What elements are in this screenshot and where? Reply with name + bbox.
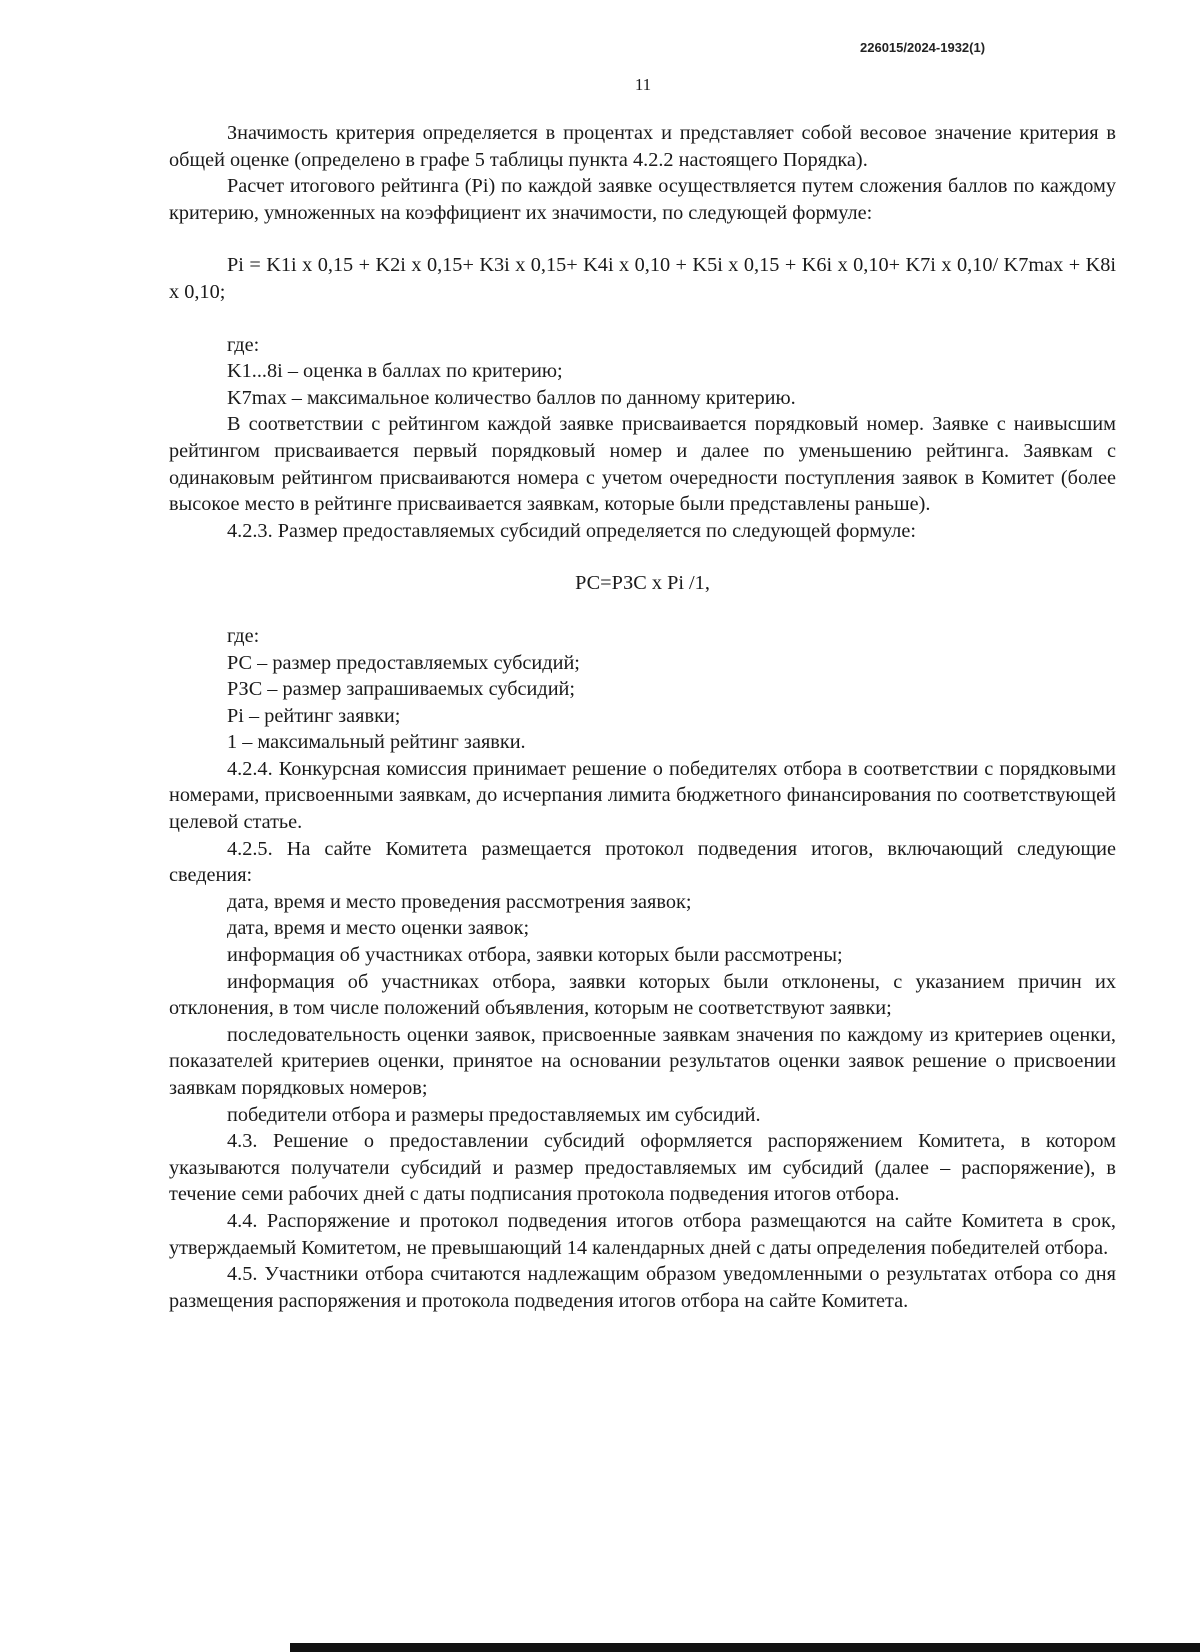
spacer bbox=[169, 597, 1116, 623]
definition-pi: Pi – рейтинг заявки; bbox=[227, 704, 401, 727]
paragraph-4-2-4: 4.2.4. Конкурсная комиссия принимает решение о победителях отбора в соответствии с порядковыми номерами, присвоенными заявкам, до исчерпания лимита бюджетного финансирования по соответствующей целевой статье. bbox=[169, 757, 1116, 834]
spacer bbox=[169, 226, 1116, 252]
spacer bbox=[169, 544, 1116, 570]
paragraph-4-2-3: 4.2.3. Размер предоставляемых субсидий определяется по следующей формуле: bbox=[227, 519, 917, 542]
paragraph-4-5: 4.5. Участники отбора считаются надлежащим образом уведомленными о результатах отбора со дня размещения распоряжения и протокола подведения итогов отбора на сайте Комитета. bbox=[169, 1263, 1116, 1312]
paragraph-rating-calculation: Расчет итогового рейтинга (Pi) по каждой заявке осуществляется путем сложения баллов по каждому критерию, умноженных на коэффициент их значимости, по следующей формуле: bbox=[169, 175, 1116, 224]
paragraph-4-3: 4.3. Решение о предоставлении субсидий оформляется распоряжением Комитета, в котором указываются получатели субсидий и размер предоставляемых им субсидий (далее – распоряжение), в течение семи рабочих дней с даты подписания протокола подведения итогов отбора. bbox=[169, 1130, 1116, 1206]
list-item: дата, время и место проведения рассмотрения заявок; bbox=[227, 890, 692, 913]
definition-max-rating: 1 – максимальный рейтинг заявки. bbox=[227, 731, 526, 754]
list-item: дата, время и место оценки заявок; bbox=[227, 917, 530, 940]
where-label: где: bbox=[227, 624, 260, 647]
list-item: победители отбора и размеры предоставляемых им субсидий. bbox=[227, 1103, 761, 1126]
definition-k7max: K7max – максимальное количество баллов по данному критерию. bbox=[227, 386, 796, 409]
paragraph-criterion-weight: Значимость критерия определяется в процентах и представляет собой весовое значение критерия в общей оценке (определено в графе 5 таблицы пункта 4.2.2 настоящего Порядка). bbox=[169, 122, 1116, 171]
definition-k: K1...8i – оценка в баллах по критерию; bbox=[227, 360, 563, 383]
list-item: информация об участниках отбора, заявки которых были рассмотрены; bbox=[227, 944, 843, 967]
document-id: 226015/2024-1932(1) bbox=[860, 40, 986, 55]
formula-subsidy: РС=РЗС x Pi /1, bbox=[575, 572, 710, 595]
paragraph-ranking: В соответствии с рейтингом каждой заявке присваивается порядковый номер. Заявке с наивысшим рейтингом присваивается первый порядковый номер и далее по уменьшению рейтинга. Заявкам с одинаковым рейтингом присваиваются номера с учетом очередности поступления заявок в Комитет (более высокое место в рейтинге присваивается заявкам, которые были представлены раньше). bbox=[169, 413, 1116, 516]
document-body bbox=[169, 120, 1116, 1314]
spacer bbox=[169, 306, 1116, 332]
list-item: информация об участниках отбора, заявки которых были отклонены, с указанием причин их отклонения, в том числе положений объявления, которым не соответствуют заявки; bbox=[169, 970, 1116, 1020]
formula-rating: Pi = K1i x 0,15 + K2i x 0,15+ K3i x 0,15+ K4i x 0,10 + K5i x 0,15 + K6i x 0,10+ K7i x 0,10/ K7max + K8i x 0,10; bbox=[169, 254, 1116, 303]
scan-edge-bar bbox=[290, 1643, 1200, 1652]
page-number: 11 bbox=[634, 75, 652, 94]
definition-rzs: РЗС – размер запрашиваемых субсидий; bbox=[227, 678, 576, 701]
list-item: последовательность оценки заявок, присвоенные заявкам значения по каждому из критериев оценки, показателей критериев оценки, принятое на основании результатов оценки заявок решение о присвоении заявкам порядковых номеров; bbox=[169, 1023, 1116, 1099]
paragraph-4-2-5: 4.2.5. На сайте Комитета размещается протокол подведения итогов, включающий следующие сведения: bbox=[169, 837, 1116, 887]
where-label: где: bbox=[227, 333, 260, 356]
paragraph-4-4: 4.4. Распоряжение и протокол подведения итогов отбора размещаются на сайте Комитета в срок, утверждаемый Комитетом, не превышающий 14 календарных дней с даты определения победителей отбора. bbox=[169, 1209, 1116, 1259]
definition-rs: РС – размер предоставляемых субсидий; bbox=[227, 651, 580, 674]
